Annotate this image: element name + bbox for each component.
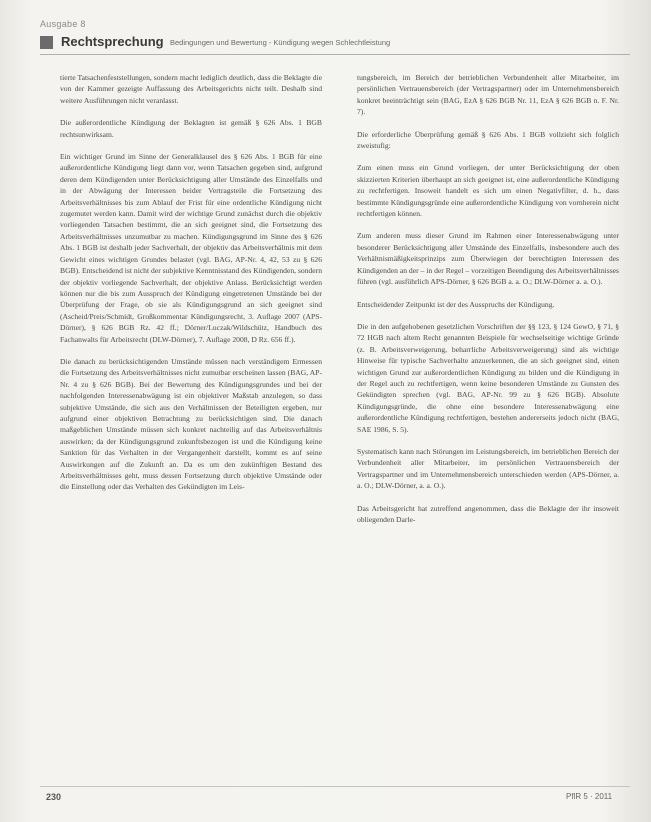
page-number: 230 (46, 792, 62, 802)
header-square-icon (40, 36, 53, 49)
paragraph: Entscheidender Zeitpunkt ist der des Ausspruchs der Kündigung. (357, 299, 555, 309)
footer-divider (40, 786, 630, 787)
right-column (357, 72, 619, 536)
left-column (60, 72, 322, 504)
paragraph: Die erforderliche Überprüfung gemäß § 626 Abs. 1 BGB vollzieht sich folglich zweistufig: (357, 129, 619, 151)
paragraph: Das Arbeitsgericht hat zutreffend angenommen, dass die Beklagte der ihr insoweit obliegenden Darle- (357, 503, 619, 524)
paragraph: Zum einen muss ein Grund vorliegen, der unter Berücksichtigung der oben skizzierten Kriterien überhaupt an sich geeignet ist, eine außerordentliche Kündigung zu rechtfertigen. Insoweit handelt es sich um einen Negativfilter, d. h., dass bestimmte Kündigungsgründe eine außerordentliche Kündigung von vornherein nicht rechtfertigen können. (357, 163, 619, 219)
running-header (40, 14, 630, 32)
header-row (40, 34, 630, 52)
journal-reference: PflR 5 · 2011 (566, 792, 613, 801)
paragraph: Die außerordentliche Kündigung der Beklagten ist gemäß § 626 Abs. 1 BGB rechtsunwirksam. (60, 118, 322, 139)
paragraph: Die danach zu berücksichtigenden Umstände müssen nach verständigem Ermessen die Fortsetzung des Arbeitsverhältnisses nicht zumutbar erscheinen lassen (BAG, AP-Nr. 4 zu § 626 BGB). Bei der Bewertung des Kündigungsgrundes und bei der nachfolgenden Interessenabwägung ist ein objektiver Maßstab anzulegen, so dass subjektive Umstände, die sich aus den Verhältnissen der Beteiligten ergeben, nur aufgrund einer objektiven Betrachtung zu berücksichtigen sind. Die danach maßgeblichen Umstände müssen sich konkret nachteilig auf das Arbeitsverhältnis auswirken; da der Kündigungsgrund zukunftsbezogen ist und die Kündigung keine Sanktion für das Verhalten in der Vergangenheit darstellt, kommt es auf seine Auswirkungen auf die Zukunft an. Da es um den zukünftigen Bestand des Arbeitsverhältnisses geht, muss dessen Fortsetzung durch objektive Umstände oder die Einstellung oder das Verhalten des Gekündigten im Leis- (60, 356, 322, 492)
paragraph: Zum anderen muss dieser Grund im Rahmen einer Interessenabwägung unter besonderer Berücksichtigung aller Umstände des Einzelfalls, insbesondere auch des Verhältnismäßigkeitsprinzips zum Überwiegen der berechtigten Interessen des Kündigenden an der – in der Regel – vorzeitigen Beendigung des Arbeitsverhältnisses führen (vgl. ausführlich APS-Dörner, § 626 BGB a. a. O.; DLW-Dörner a. a. O.). (357, 231, 619, 287)
section-label: Ausgabe 8 (40, 19, 86, 29)
paragraph: Ein wichtiger Grund im Sinne der Generalklausel des § 626 Abs. 1 BGB für eine außerordentliche Kündigung liegt dann vor, wenn Tatsachen gegeben sind, aufgrund deren dem Kündigenden unter Berücksichtigung aller Umstände des Einzelfalls und in der Abwägung der Interessen beider Vertragsteile die Fortsetzung des Arbeitsverhältnisses bis zum Ablauf der Frist für eine ordentliche Kündigung nicht zugemutet werden kann. Damit wird der wichtige Grund zunächst durch die objektiv vorliegenden Tatsachen bestimmt, die an sich geeignet sind, die Fortsetzung des Arbeitsverhältnisses unzumutbar zu machen. Kündigungsgrund im Sinne des § 626 Abs. 1 BGB ist deshalb jeder Sachverhalt, der objektiv das Arbeitsverhältnis mit dem Gewicht eines wichtigen Grundes belastet (vgl. BAG, AP-Nr. 4, 42, 53 zu § 626 BGB). Entscheidend ist nicht der subjektive Kenntnisstand des Kündigenden, sondern der objektiv vorliegende Sachverhalt, der objektive Anlass. Berücksichtigt werden können nur die bis zum Ausspruch der Kündigung eingetretenen Umstände bei der Überprüfung der Frage, ob sie als Kündigungsgrund an sich geeignet sind (Ascheid/Preis/Schmidt, Großkommentar Kündigungsrecht, 3. Auflage 2007 (APS-Dörner), § 626 BGB Rz. 42 ff.; Dörner/Luczak/Wildschütz, Handbuch des Fachanwalts für Arbeitsrecht (DLW-Dörner), 7. Auflage 2008, D Rz. 656 ff.). (60, 152, 322, 344)
paragraph: tungsbereich, im Bereich der betrieblichen Verbundenheit aller Mitarbeiter, im persönlichen Vertrauensbereich (der Vertragspartner) oder im Unternehmensbereich konkret beeinträchtigt sein (BAG, EzA § 626 BGB Nr. 11, EzA § 626 BGB n. F. Nr. 7). (357, 73, 619, 117)
paragraph: Systematisch kann nach Störungen im Leistungsbereich, im betrieblichen Bereich der Verbundenheit aller Mitarbeiter, im persönlichen Vertrauensbereich der Vertragspartner und im Unternehmensbereich unterschieden werden (APS-Dörner, a. a. O.; DLW-Dörner, a. a. O.). (357, 446, 619, 491)
header-divider (40, 54, 630, 55)
paragraph: Die in den aufgehobenen gesetzlichen Vorschriften der §§ 123, § 124 GewO, § 71, § 72 HGB nach altem Recht genannten Beispiele für wechselseitige wichtige Gründe (z. B. Arbeitsverweigerung, beharrliche Arbeitsverweigerung) sind als wichtige Hinweise für typische Sachverhalte anzuerkennen, die an sich geeignet sind, einen wichtigen Grund zur außerordentlichen Kündigung zu bilden und die Kündigung in der Regel auch zu rechtfertigen, wenn keine besonderen Umstände zu Gunsten des Gekündigten sprechen (vgl. BAG, AP-Nr. 99 zu § 626 BGB). Absolute Kündigungsgründe, die ohne eine besondere Interessenabwägung eine außerordentliche Kündigung rechtfertigen, bestehen andererseits jedoch nicht (BAG, SAE 1986, S. 5). (357, 321, 619, 434)
header-title: Rechtsprechung (61, 34, 164, 49)
header-subtitle: Bedingungen und Bewertung - Kündigung wegen Schlechtleistung (170, 38, 391, 47)
paragraph: tierte Tatsachenfeststellungen, sondern macht lediglich deutlich, dass die Beklagte die von der Kammer gezeigte Auffassung des Arbeitsgerichts nicht teilt. Deshalb sind weitere Ausführungen nicht veranlasst. (60, 73, 322, 105)
